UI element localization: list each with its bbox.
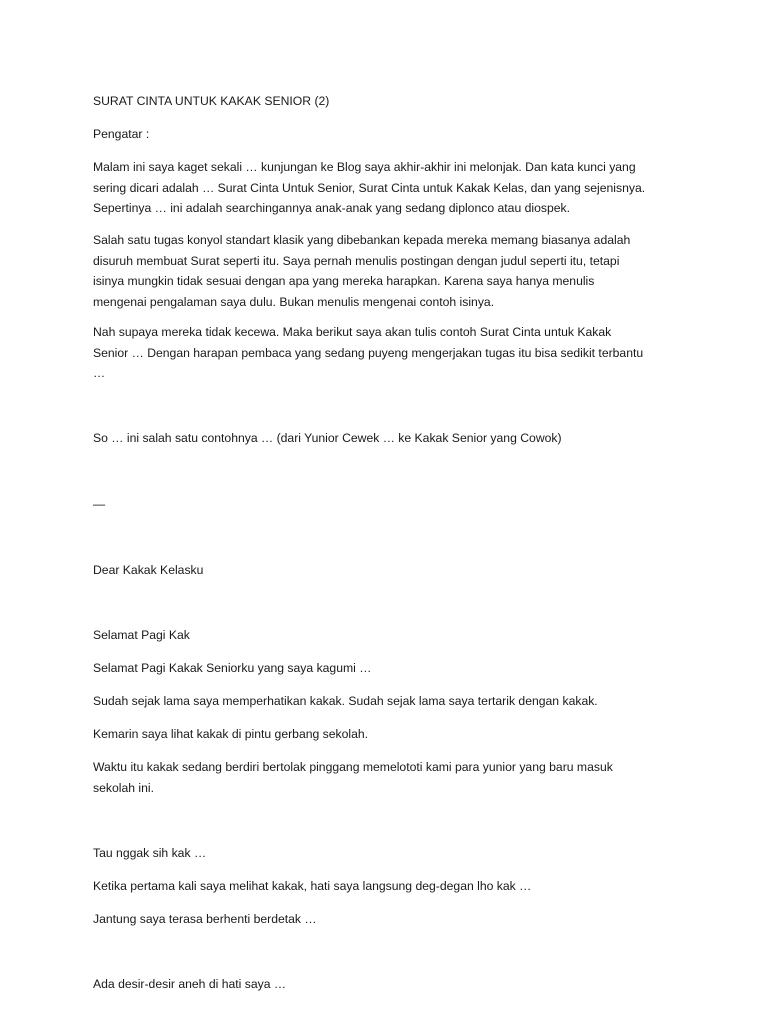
text-line: Senior … Dengan harapan pembaca yang sedang puyeng mengerjakan tugas itu bisa sedikit terbantu: [93, 345, 644, 360]
line-jantung: Jantung saya terasa berhenti berdetak …: [93, 912, 317, 926]
line-sudah: Sudah sejak lama saya memperhatikan kakak. Sudah sejak lama saya tertarik dengan kakak.: [93, 694, 598, 708]
text-line: …: [93, 366, 106, 380]
paragraph-waktu: [93, 757, 683, 798]
paragraph-intro: [93, 157, 683, 219]
greeting-long: Selamat Pagi Kakak Seniorku yang saya kagumi …: [93, 661, 372, 675]
separator-dash: —: [93, 497, 106, 511]
text-line: Waktu itu kakak sedang berdiri bertolak pinggang memelototi kami para yunior yang baru masuk: [93, 760, 613, 774]
text-line: Salah satu tugas konyol standart klasik yang dibebankan kepada mereka memang biasanya adalah: [93, 233, 631, 247]
paragraph-nah: [93, 322, 683, 384]
paragraph-tugas: [93, 230, 683, 312]
so-line: So … ini salah satu contohnya … (dari Yunior Cewek … ke Kakak Senior yang Cowok): [93, 431, 562, 445]
pengatar-label: Pengatar :: [93, 127, 150, 141]
text-line: disuruh membuat Surat seperti itu. Saya pernah menulis postingan dengan judul seperti itu, tetapi: [93, 253, 620, 268]
text-line: sering dicari adalah … Surat Cinta Untuk Senior, Surat Cinta untuk Kakak Kelas, dan yang sejenisnya.: [93, 180, 646, 195]
line-ketika: Ketika pertama kali saya melihat kakak, hati saya langsung deg-degan lho kak …: [93, 879, 532, 893]
line-kemarin: Kemarin saya lihat kakak di pintu gerbang sekolah.: [93, 727, 369, 741]
text-line: sekolah ini.: [93, 780, 154, 795]
line-tau: Tau nggak sih kak …: [93, 846, 207, 860]
text-line: mengenai pengalaman saya dulu. Bukan menulis mengenai contoh isinya.: [93, 294, 495, 309]
letter-salutation: Dear Kakak Kelasku: [93, 563, 204, 577]
text-line: Nah supaya mereka tidak kecewa. Maka berikut saya akan tulis contoh Surat Cinta untuk Kakak: [93, 325, 612, 339]
text-line: Malam ini saya kaget sekali … kunjungan ke Blog saya akhir-akhir ini melonjak. Dan kata kunci yang: [93, 160, 636, 174]
greeting-short: Selamat Pagi Kak: [93, 628, 190, 642]
document-title: SURAT CINTA UNTUK KAKAK SENIOR (2): [93, 94, 330, 108]
text-line: isinya mungkin tidak sesuai dengan apa yang mereka harapkan. Karena saya hanya menulis: [93, 274, 595, 288]
line-ada: Ada desir-desir aneh di hati saya …: [93, 977, 287, 991]
text-line: Sepertinya … ini adalah searchingannya anak-anak yang sedang diplonco atau diospek.: [93, 201, 570, 215]
